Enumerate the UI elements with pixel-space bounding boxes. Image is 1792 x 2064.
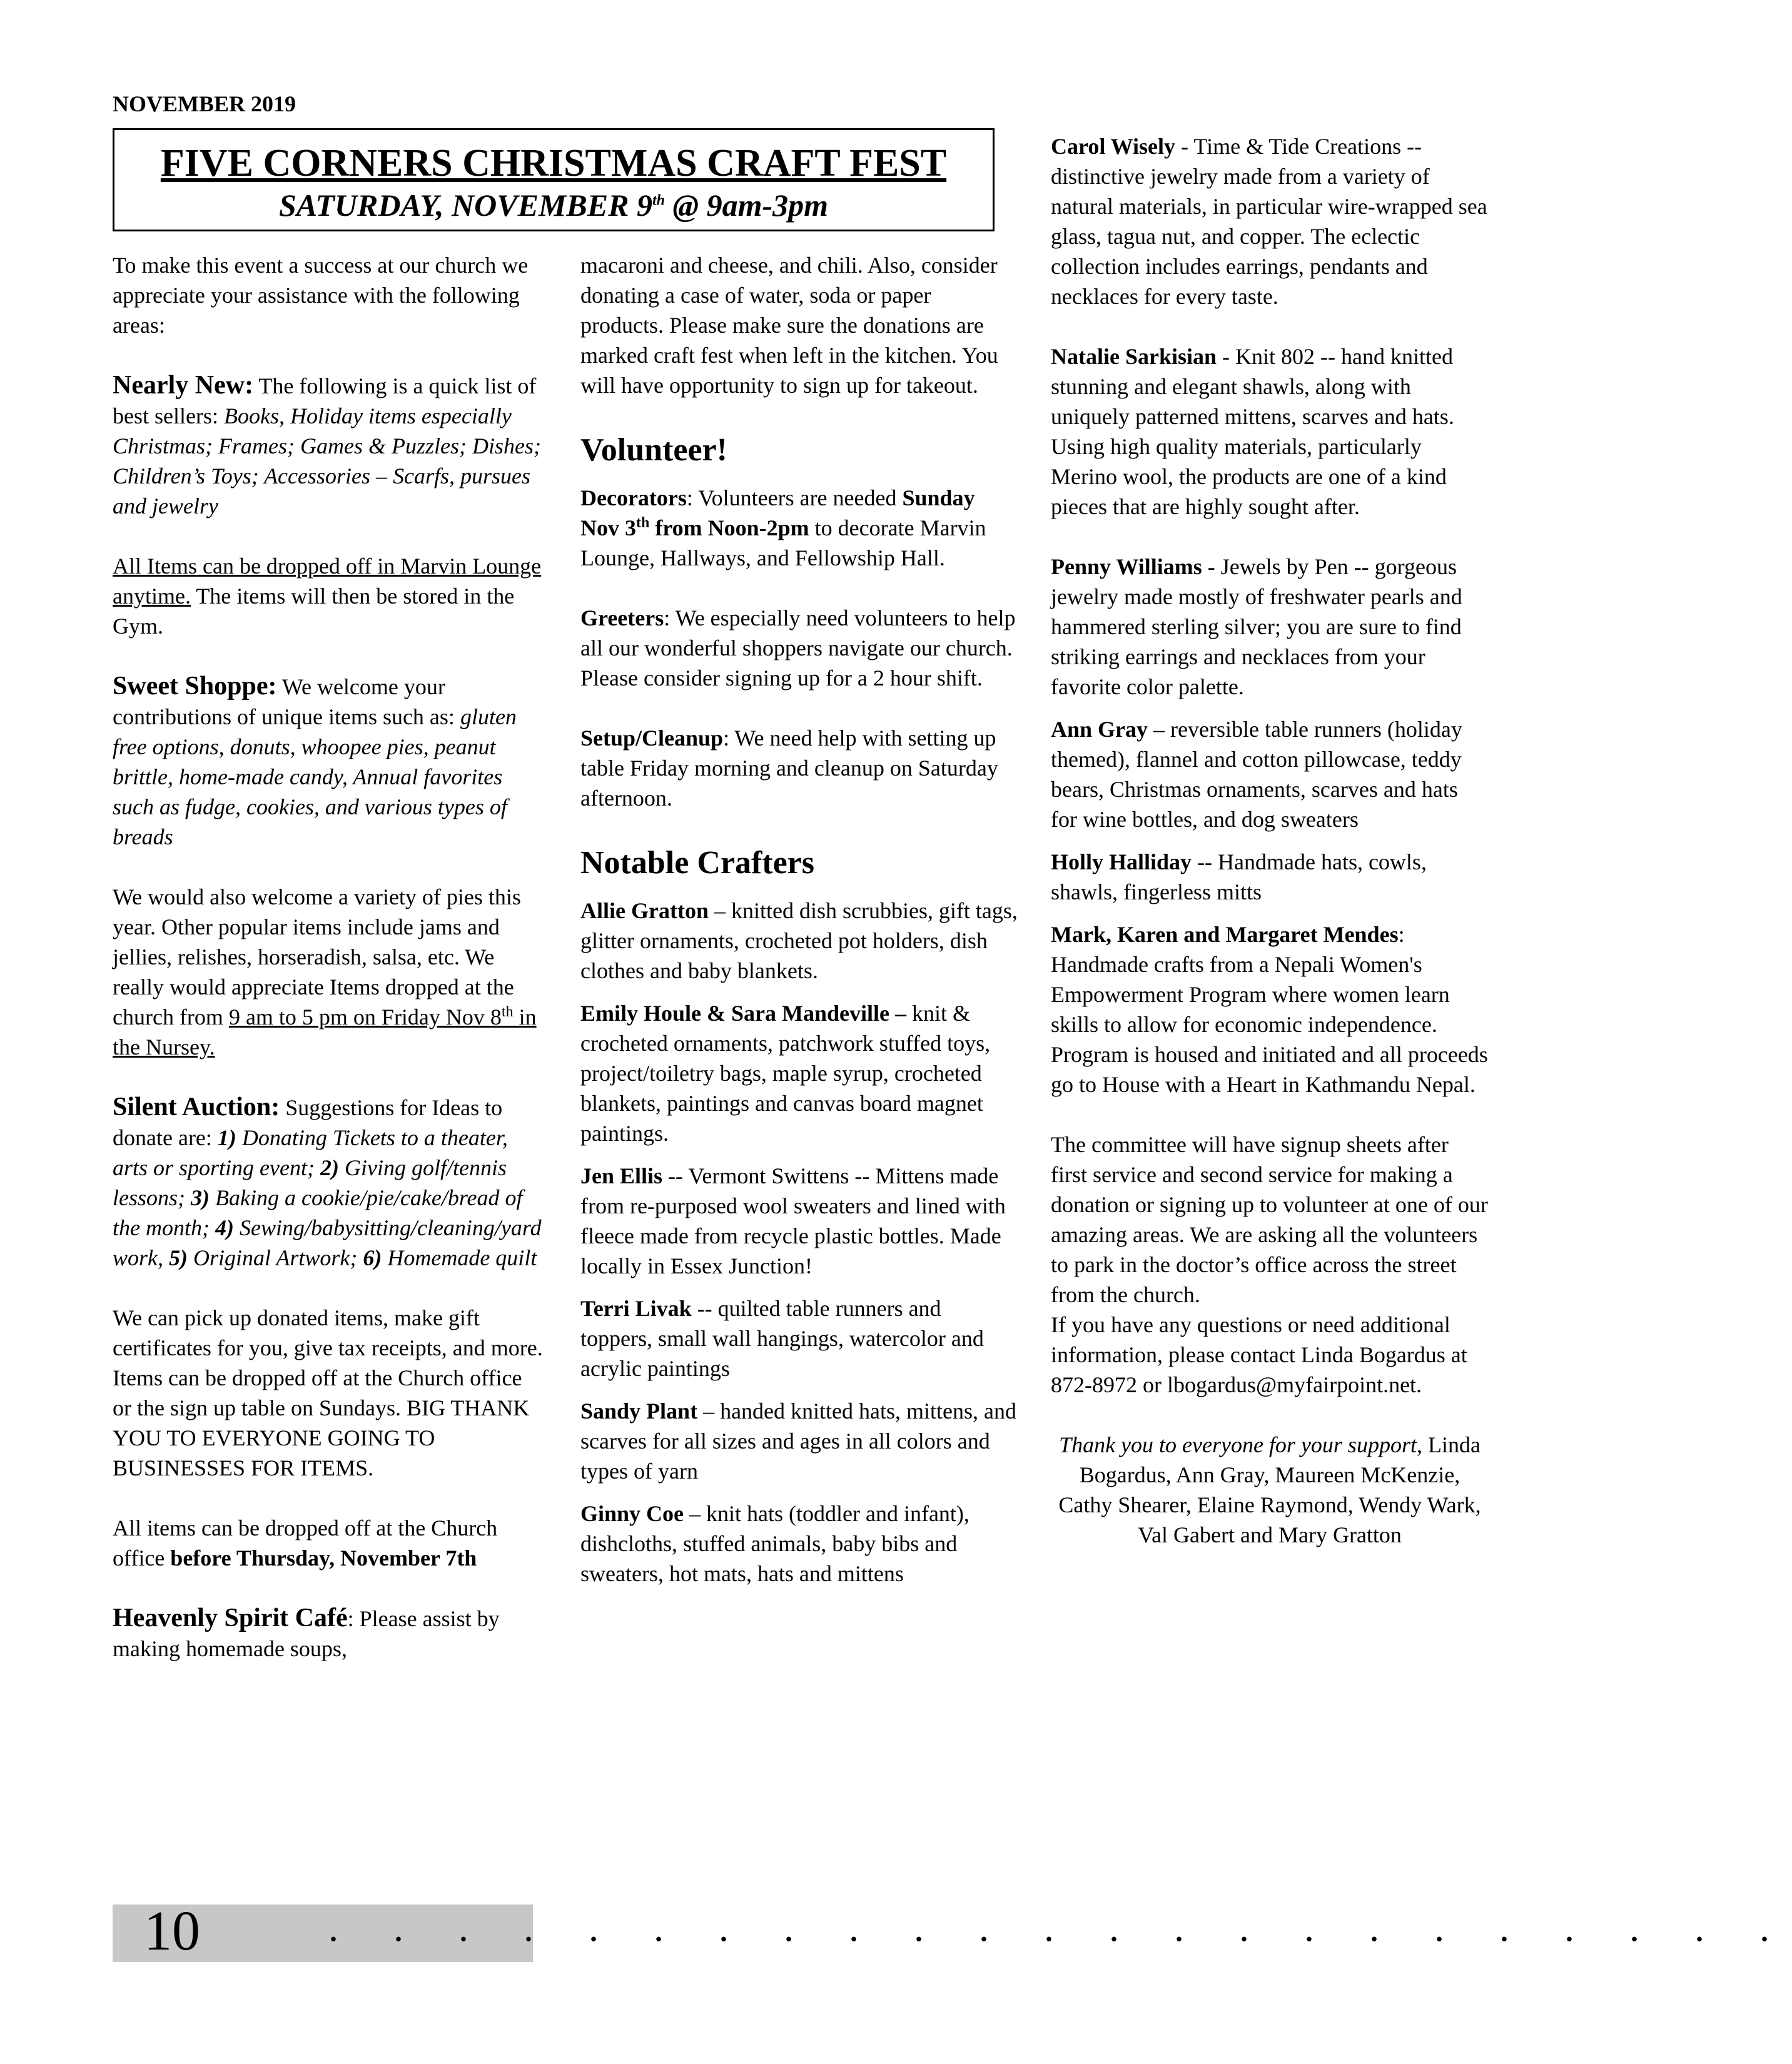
cafe-paragraph: Heavenly Spirit Café: Please assist by making homemade soups,	[113, 1604, 500, 1661]
cafe-continued-paragraph: macaroni and cheese, and chili. Also, consider donating a case of water, soda or paper products. Please make sure the donations are marked craft fest when left in the kitchen. You will have opportunity to sign up for takeout.	[580, 253, 998, 398]
event-subtitle: SATURDAY, NOVEMBER 9th @ 9am-3pm	[278, 188, 829, 223]
event-title: FIVE CORNERS CHRISTMAS CRAFT FEST	[160, 142, 947, 185]
volunteer-heading: Volunteer!	[580, 432, 727, 468]
office-dropoff-paragraph: All items can be dropped off at the Church office before Thursday, November 7th	[113, 1515, 498, 1571]
column-left	[113, 250, 544, 1664]
crafter-entry: Ann Gray – reversible table runners (holiday themed), flannel and cotton pillowcase, teddy bears, Christmas ornaments, scarves and hats for wine bottles, and dog sweaters	[1051, 717, 1462, 832]
footer-dots: . . . . . . . . . . . . . . . . . . . . . . .	[328, 1905, 1792, 1950]
sweet-shoppe-heading: Sweet Shoppe:	[113, 672, 277, 701]
pickup-paragraph: We can pick up donated items, make gift certificates for you, give tax receipts, and more. Items can be dropped off at the Church office or the sign up table on Sundays. BIG THANK YOU TO EVERYONE GOING TO BUSINESSES FOR ITEMS.	[113, 1305, 543, 1480]
crafter-entry: Natalie Sarkisian - Knit 802 -- hand knitted stunning and elegant shawls, along with uniquely patterned mittens, scarves and hats. Using high quality materials, particularly Merino wool, the products are one of a kind pieces that are highly sought after.	[1051, 344, 1454, 519]
silent-auction-paragraph: Silent Auction: Suggestions for Ideas to donate are: 1) Donating Tickets to a theater, arts or sporting event; 2) Giving golf/tennis lessons; 3) Baking a cookie/pie/cake/bread of the month; 4) Sewing/babysitting/cleaning/yard work, 5) Original Artwork; 6) Homemade quilt	[113, 1093, 542, 1270]
intro-paragraph: To make this event a success at our church we appreciate your assistance with the following areas:	[113, 253, 529, 338]
contact-paragraph: If you have any questions or need additional information, please contact Linda Bogardus at 872-8972 or lbogardus@myfairpoint.net.	[1051, 1312, 1467, 1397]
nearly-new-paragraph: Nearly New: The following is a quick list of best sellers: Books, Holiday items especially Christmas; Frames; Games & Puzzles; Dishes; Children’s Toys; Accessories – Scarfs, pursues and jewelry	[113, 371, 541, 519]
page-number: 10	[144, 1900, 200, 1962]
crafter-entry: Emily Houle & Sara Mandeville – knit & crocheted ornaments, patchwork stuffed toys, project/toiletry bags, maple syrup, crocheted blankets, paintings and canvas board magnet paintings.	[580, 1001, 991, 1146]
issue-date: NOVEMBER 2019	[113, 91, 296, 116]
greeters-paragraph: Greeters: We especially need volunteers to help all our wonderful shoppers navigate our church. Please consider signing up for a 2 hour shift.	[580, 605, 1016, 691]
crafters-heading: Notable Crafters	[580, 845, 814, 881]
crafter-entry: Allie Gratton – knitted dish scrubbies, gift tags, glitter ornaments, crocheted pot holders, dish clothes and baby blankets.	[580, 898, 1018, 983]
crafter-entry: Carol Wisely - Time & Tide Creations -- distinctive jewelry made from a variety of natural materials, in particular wire-wrapped sea glass, tagua nut, and copper. The eclectic collection includes earrings, pendants and necklaces for every taste.	[1051, 134, 1487, 309]
setup-paragraph: Setup/Cleanup: We need help with setting up table Friday morning and cleanup on Saturday afternoon.	[580, 726, 998, 811]
cafe-heading: Heavenly Spirit Café	[113, 1604, 348, 1632]
nearly-new-heading: Nearly New:	[113, 371, 254, 400]
silent-auction-heading: Silent Auction:	[113, 1093, 280, 1121]
crafter-entry: Mark, Karen and Margaret Mendes: Handmade crafts from a Nepali Women's Empowerment Program where women learn skills to allow for economic independence. Program is housed and initiated and all proceeds go to House with a Heart in Kathmandu Nepal.	[1051, 922, 1488, 1097]
crafter-entry: Penny Williams - Jewels by Pen -- gorgeous jewelry made mostly of freshwater pearls and hammered sterling silver; you are sure to find striking earrings and necklaces from your favorite color palette.	[1051, 554, 1462, 699]
pies-paragraph: We would also welcome a variety of pies this year. Other popular items include jams and jellies, relishes, horseradish, salsa, etc. We really would appreciate Items dropped at the church from 9 am to 5 pm on Friday Nov 8th in the Nursey.	[113, 884, 537, 1060]
thanks-paragraph: Thank you to everyone for your support, Linda Bogardus, Ann Gray, Maureen McKenzie, Cathy Shearer, Elaine Raymond, Wendy Wark, Val Gabert and Mary Gratton	[1058, 1432, 1481, 1547]
crafter-entry: Holly Halliday -- Handmade hats, cowls, shawls, fingerless mitts	[1051, 849, 1427, 904]
sweet-shoppe-paragraph: Sweet Shoppe: We welcome your contributions of unique items such as: gluten free options, donuts, whoopee pies, peanut brittle, home-made candy, Annual favorites such as fudge, cookies, and various types of breads	[113, 672, 517, 849]
crafter-entry: Jen Ellis -- Vermont Swittens -- Mittens made from re-purposed wool sweaters and lined with fleece made from recycle plastic bottles. Made locally in Essex Junction!	[580, 1163, 1006, 1278]
dropoff-paragraph: All Items can be dropped off in Marvin Lounge anytime. The items will then be stored in the Gym.	[113, 554, 542, 639]
event-title-box	[113, 128, 995, 231]
column-middle	[580, 250, 1018, 1589]
crafter-entry: Ginny Coe – knit hats (toddler and infant), dishcloths, stuffed animals, baby bibs and sweaters, hot mats, hats and mittens	[580, 1501, 969, 1586]
column-right	[1051, 131, 1489, 1550]
crafter-entry: Terri Livak -- quilted table runners and toppers, small wall hangings, watercolor and acrylic paintings	[580, 1296, 984, 1381]
decorators-paragraph: Decorators: Volunteers are needed Sunday Nov 3th from Noon-2pm to decorate Marvin Lounge, Hallways, and Fellowship Hall.	[580, 485, 986, 570]
committee-paragraph: The committee will have signup sheets after first service and second service for making a donation or signing up to volunteer at one of our amazing areas. We are asking all the volunteers to park in the doctor’s office across the street from the church.	[1051, 1132, 1488, 1307]
crafter-entry: Sandy Plant – handed knitted hats, mittens, and scarves for all sizes and ages in all colors and types of yarn	[580, 1399, 1016, 1484]
